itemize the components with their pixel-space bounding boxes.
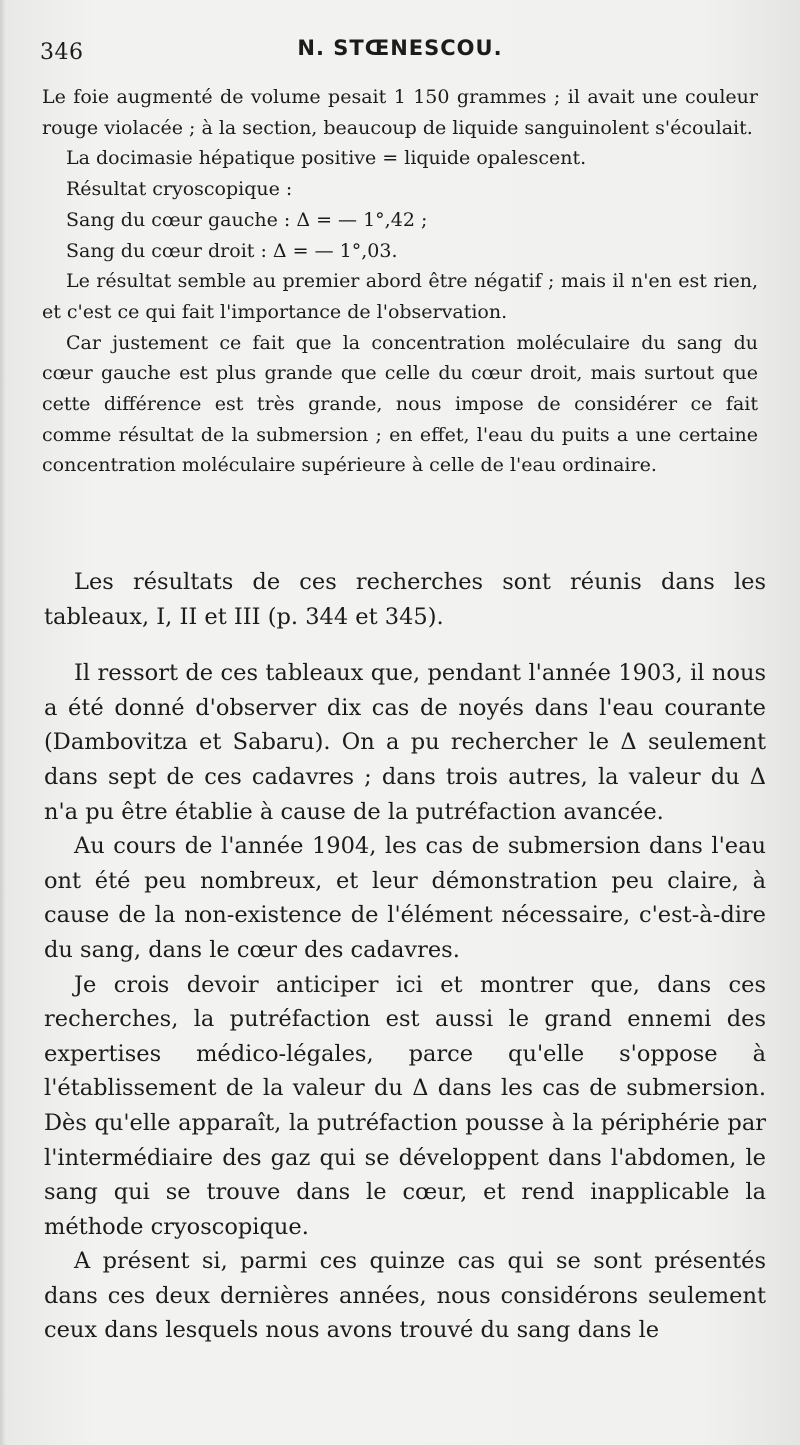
running-head: N. STŒNESCOU. bbox=[297, 36, 503, 60]
paragraph-fifteen-cases: A présent si, parmi ces quinze cas qui se sont présentés dans ces deux dernières années, nous considérons seulement ceux dans lesquels nous avons trouvé du sang dans le bbox=[44, 1248, 766, 1344]
line-cryoscopic-result: Résultat cryoscopique : bbox=[66, 178, 293, 201]
paragraph-result-negative: Le résultat semble au premier abord être négatif ; mais il n'en est rien, et c'est ce qui fait l'importance de l'observation. bbox=[42, 270, 758, 323]
paragraph-concentration: Car justement ce fait que la concentration moléculaire du sang du cœur gauche est plus grande que celle du cœur droit, mais surtout que cette différence est très grande, nous impose de considérer ce fait comme résultat de la submersion ; en effet, l'eau du puits a une certaine concentration moléculaire supérieure à celle de l'eau ordinaire. bbox=[42, 331, 758, 477]
main-text-block bbox=[44, 565, 766, 1348]
line-right-heart-blood: Sang du cœur droit : Δ = — 1°,03. bbox=[66, 239, 398, 262]
paragraph-tables-summary: Les résultats de ces recherches sont réunis dans les tableaux, I, II et III (p. 344 et 345). bbox=[44, 569, 766, 630]
line-left-heart-blood: Sang du cœur gauche : Δ = — 1°,42 ; bbox=[66, 208, 428, 231]
page-edge-shadow bbox=[0, 0, 6, 1445]
page-number: 346 bbox=[40, 40, 84, 65]
paragraph-year-1904: Au cours de l'année 1904, les cas de submersion dans l'eau ont été peu nombreux, et leur démonstration peu claire, à cause de la non-existence de l'élément nécessaire, c'est-à-dire du sang, dans le cœur des cadavres. bbox=[44, 833, 766, 963]
line-docimasie: La docimasie hépatique positive = liquide opalescent. bbox=[66, 147, 587, 170]
paragraph-year-1903: Il ressort de ces tableaux que, pendant l'année 1903, il nous a été donné d'observer dix cas de noyés dans l'eau courante (Dambovitza et Sabaru). On a pu rechercher le Δ seulement dans sept de ces cadavres ; dans trois autres, la valeur du Δ n'a pu être établie à cause de la putréfaction avancée. bbox=[44, 660, 766, 825]
observation-text-block bbox=[42, 82, 758, 481]
paragraph-putrefaction: Je crois devoir anticiper ici et montrer que, dans ces recherches, la putréfaction est aussi le grand ennemi des expertises médico-légales, parce qu'elle s'oppose à l'établissement de la valeur du Δ dans les cas de submersion. Dès qu'elle apparaît, la putréfaction pousse à la périphérie par l'intermédiaire des gaz qui se développent dans l'abdomen, le sang qui se trouve dans le cœur, et rend inapplicable la méthode cryoscopique. bbox=[44, 971, 766, 1240]
paragraph-liver: Le foie augmenté de volume pesait 1 150 grammes ; il avait une couleur rouge violacée ; à la section, beaucoup de liquide sanguinolent s'écoulait. bbox=[42, 86, 758, 139]
